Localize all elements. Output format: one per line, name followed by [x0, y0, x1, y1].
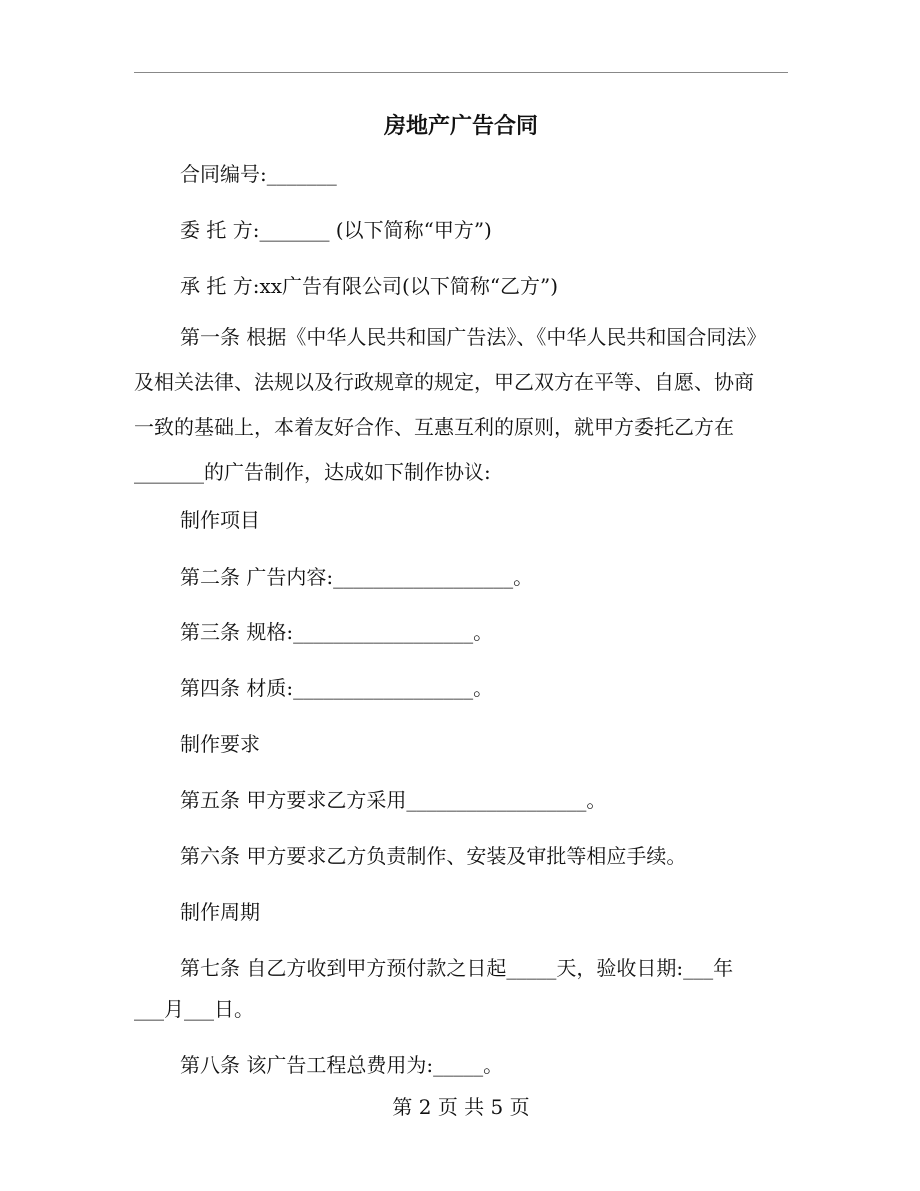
article-7-line: ___月___日。 — [134, 997, 254, 1021]
article-8-line: 第八条 该广告工程总费用为:_____。 — [180, 1053, 504, 1077]
section-heading-requirements: 制作要求 — [180, 732, 260, 756]
article-1-line: 及相关法律、法规以及行政规章的规定，甲乙双方在平等、自愿、协商 — [134, 370, 754, 394]
contract-number-line: 合同编号:_______ — [180, 162, 337, 186]
article-1-line: _______的广告制作，达成如下制作协议: — [134, 460, 491, 484]
page-number: 第 2 页 共 5 页 — [392, 1095, 530, 1119]
client-line: 委 托 方:_______ (以下简称“甲方”) — [180, 218, 492, 242]
article-7-line: 第七条 自乙方收到甲方预付款之日起_____天，验收日期:___年 — [180, 956, 734, 980]
article-1-line: 第一条 根据《中华人民共和国广告法》、《中华人民共和国合同法》 — [180, 325, 767, 349]
section-heading-items: 制作项目 — [180, 508, 260, 532]
article-3-line: 第三条 规格:__________________。 — [180, 620, 494, 644]
article-4-line: 第四条 材质:__________________。 — [180, 676, 494, 700]
article-1-line: 一致的基础上，本着友好合作、互惠互利的原则，就甲方委托乙方在 — [134, 415, 734, 439]
article-6-line: 第六条 甲方要求乙方负责制作、安装及审批等相应手续。 — [180, 844, 687, 868]
article-1-paragraph — [134, 322, 794, 487]
article-5-line: 第五条 甲方要求乙方采用__________________。 — [180, 788, 607, 812]
document-title: 房地产广告合同 — [383, 113, 538, 139]
section-heading-period: 制作周期 — [180, 900, 260, 924]
article-2-line: 第二条 广告内容:__________________。 — [180, 565, 534, 589]
contractor-line: 承 托 方:xx广告有限公司(以下简称“乙方”) — [180, 274, 559, 298]
header-rule — [134, 72, 788, 73]
